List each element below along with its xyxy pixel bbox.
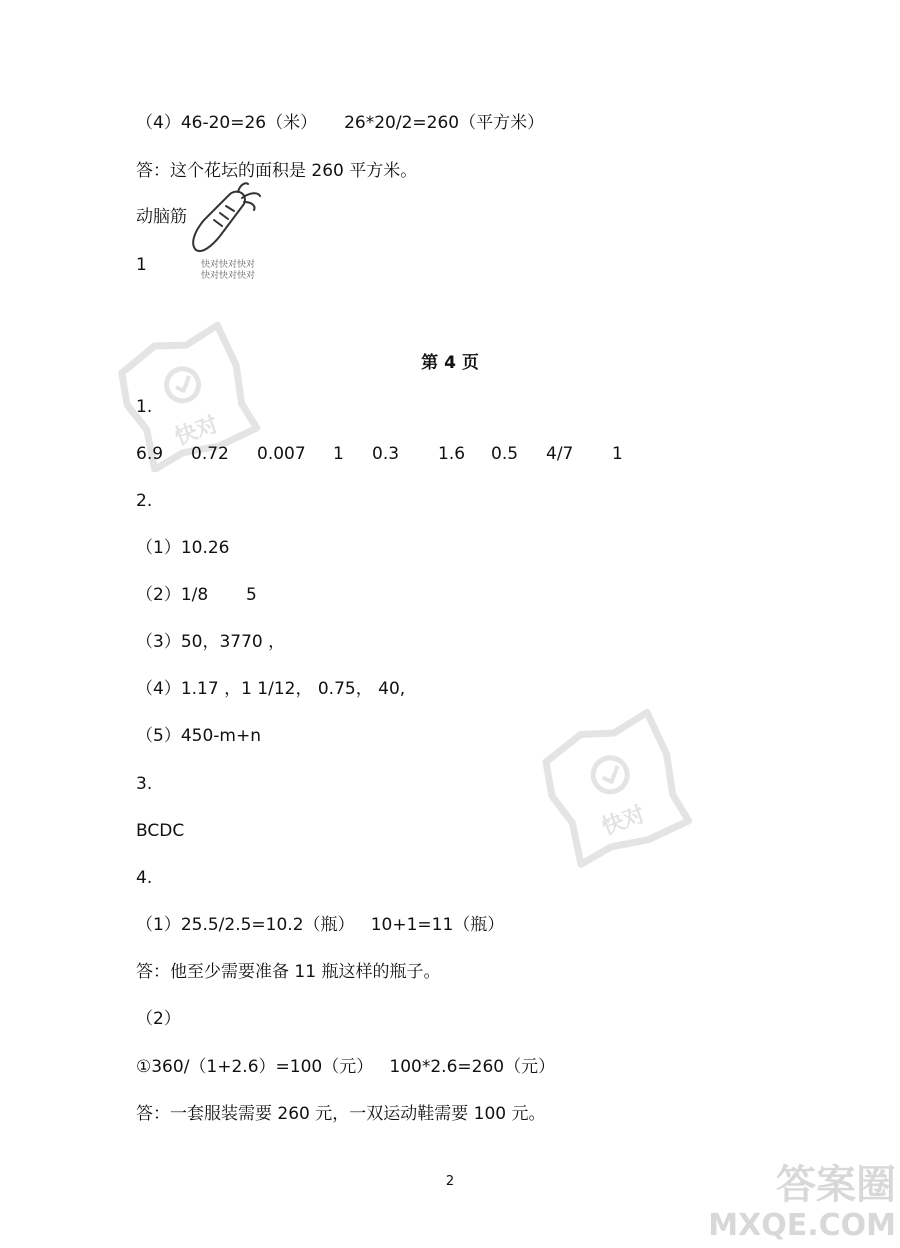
q4-part2-calculation: ①360/（1+2.6）=100（元） 100*2.6=260（元） — [136, 1057, 556, 1077]
stamp-watermark-2 — [535, 708, 695, 868]
corner-watermark-url: MXQE.COM — [708, 1208, 896, 1243]
q2-label: 2. — [136, 491, 153, 511]
carrot-watermark-text-2: 快对快对快对 — [200, 271, 255, 281]
q4-part2-label: （2） — [136, 1009, 181, 1029]
stamp-icon — [535, 708, 695, 868]
q2-item-4: （4）1.17 ，1 1/12， 0.75， 40, — [136, 679, 406, 699]
answer-flowerbed: 答：这个花坛的面积是 260 平方米。 — [136, 161, 418, 181]
brain-teaser-answer: 1 — [136, 255, 147, 275]
corner-watermark — [708, 1162, 896, 1244]
q1-values-row — [136, 443, 696, 465]
part4-calculation: （4）46-20=26（米） 26*20/2=260（平方米） — [136, 113, 545, 133]
q1-value: 4/7 — [546, 444, 574, 464]
q2-item-1: （1）10.26 — [136, 538, 230, 558]
q2-item-5: （5）450-m+n — [136, 726, 261, 746]
q1-value: 1.6 — [438, 444, 466, 464]
stamp-watermark-2-text: 快对 — [598, 802, 649, 841]
q1-value: 0.72 — [191, 444, 229, 464]
page-number: 2 — [445, 1174, 455, 1189]
q1-value: 0.5 — [491, 444, 519, 464]
corner-watermark-title: 答案圈 — [776, 1162, 896, 1208]
q4-label: 4. — [136, 868, 153, 888]
q2-item-2: （2）1/8 5 — [136, 585, 257, 605]
q1-value: 0.007 — [257, 444, 306, 464]
q2-item-3: （3）50，3770 ， — [136, 632, 286, 652]
carrot-icon — [188, 180, 268, 256]
q1-value: 0.3 — [372, 444, 400, 464]
q1-value: 6.9 — [136, 444, 164, 464]
q4-part1-calculation: （1）25.5/2.5=10.2（瓶） 10+1=11（瓶） — [136, 915, 505, 935]
q1-value: 1 — [333, 444, 344, 464]
stamp-watermark-1-text: 快对 — [171, 412, 222, 451]
q1-value: 1 — [612, 444, 623, 464]
q3-label: 3. — [136, 774, 153, 794]
carrot-watermark — [188, 180, 268, 285]
carrot-watermark-text-1: 快对快对快对 — [200, 260, 255, 270]
q4-part1-answer: 答：他至少需要准备 11 瓶这样的瓶子。 — [136, 962, 441, 982]
brain-teaser-heading: 动脑筋 — [136, 207, 187, 227]
q4-part2-answer: 答：一套服装需要 260 元，一双运动鞋需要 100 元。 — [136, 1104, 546, 1124]
q1-label: 1. — [136, 397, 153, 417]
section-title: 第 4 页 — [421, 353, 479, 373]
q3-answer: BCDC — [136, 821, 185, 841]
